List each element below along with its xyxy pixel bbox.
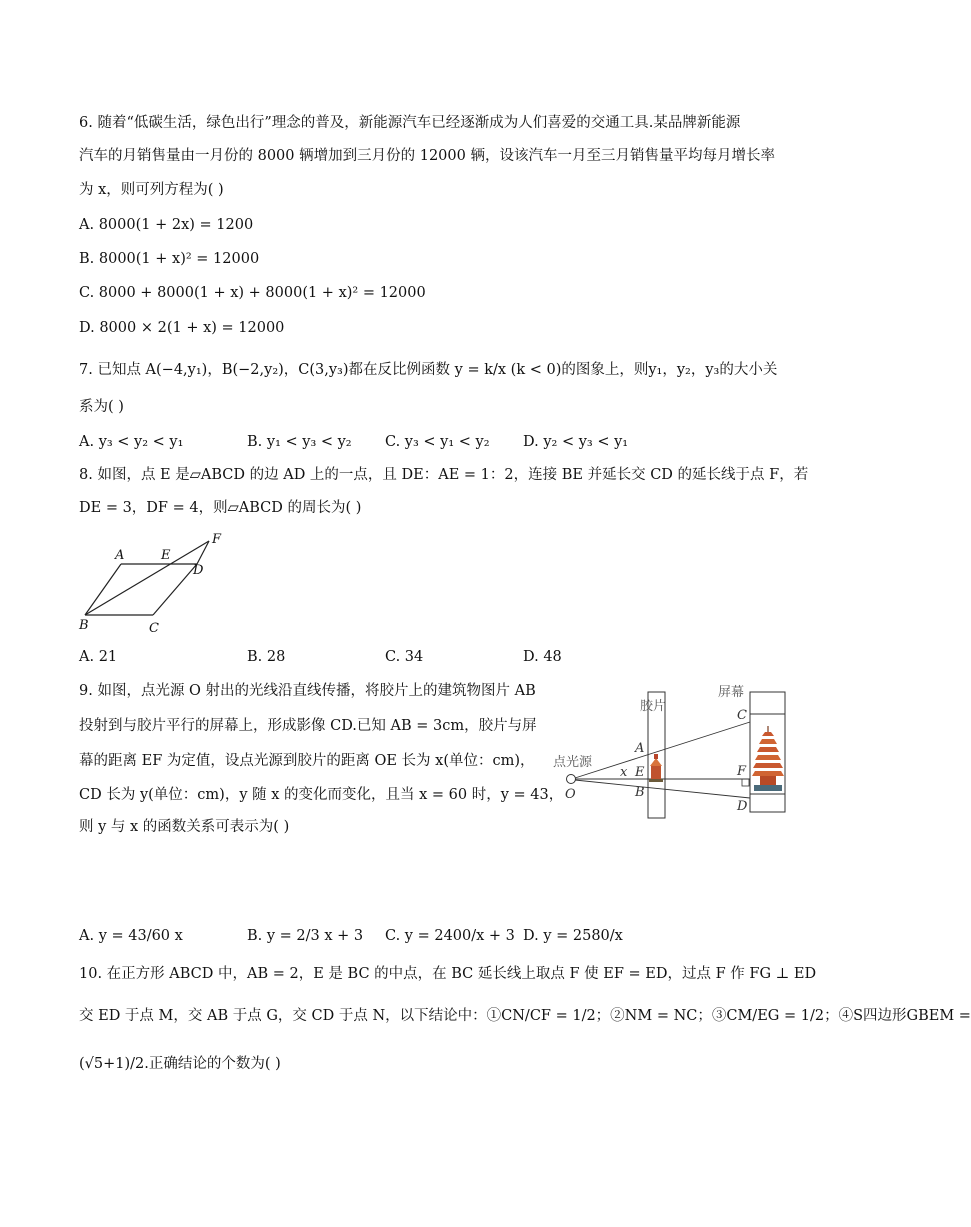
q8-label-e: E bbox=[161, 548, 171, 563]
q9-label-o: O bbox=[565, 787, 576, 802]
q9-option-b: B. y = 2/3 x + 3 bbox=[247, 928, 364, 944]
q10-line-2: 交 ED 于点 M，交 AB 于点 G，交 CD 于点 N，以下结论中：①CN/CF = 1/2；②NM = NC；③CM/EG = 1/2；④S四边形GBEM = bbox=[79, 1008, 971, 1024]
q6-line-1: 6. 随着“低碳生活，绿色出行”理念的普及，新能源汽车已经逐渐成为人们喜爱的交通工具.某品牌新能源 bbox=[79, 115, 741, 131]
q8-option-a: A. 21 bbox=[79, 649, 118, 665]
q9-label-e: E bbox=[635, 765, 645, 780]
q9-line-1: 9. 如图，点光源 O 射出的光线沿直线传播，将胶片上的建筑物图片 AB bbox=[79, 683, 536, 699]
q6-option-a: A. 8000(1 + 2x) = 1200 bbox=[79, 217, 254, 233]
q8-parallelogram-figure bbox=[75, 528, 235, 640]
q8-label-d: D bbox=[193, 563, 204, 578]
q6-option-b: B. 8000(1 + x)² = 12000 bbox=[79, 251, 260, 267]
q7-line-1: 7. 已知点 A(−4,y₁)，B(−2,y₂)，C(3,y₃)都在反比例函数 y = k/x (k < 0)的图象上，则y₁，y₂，y₃的大小关 bbox=[79, 362, 778, 378]
q6-line-3: 为 x，则可列方程为( ) bbox=[79, 182, 224, 198]
q9-label-d: D bbox=[737, 799, 748, 814]
q10-line-3: (√5+1)/2.正确结论的个数为( ) bbox=[79, 1056, 281, 1072]
q9-line-3: 幕的距离 EF 为定值，设点光源到胶片的距离 OE 长为 x(单位：cm)， bbox=[79, 753, 535, 769]
q7-option-d: D. y₂ < y₃ < y₁ bbox=[523, 434, 629, 450]
q7-option-b: B. y₁ < y₃ < y₂ bbox=[247, 434, 352, 450]
q9-label-x: x bbox=[620, 765, 628, 780]
q9-option-d: D. y = 2580/x bbox=[523, 928, 623, 944]
q6-option-d: D. 8000 × 2(1 + x) = 12000 bbox=[79, 320, 285, 336]
q6-option-c: C. 8000 + 8000(1 + x) + 8000(1 + x)² = 12000 bbox=[79, 285, 426, 301]
q9-light-projection-figure bbox=[550, 682, 790, 822]
q9-label-f: F bbox=[737, 764, 747, 779]
q9-film-label: 胶片 bbox=[640, 699, 667, 714]
q8-line-1: 8. 如图，点 E 是▱ABCD 的边 AD 上的一点，且 DE：AE = 1：2，连接 BE 并延长交 CD 的延长线于点 F，若 bbox=[79, 467, 809, 483]
q8-label-b: B bbox=[79, 618, 89, 633]
q7-option-c: C. y₃ < y₁ < y₂ bbox=[385, 434, 490, 450]
q8-label-c: C bbox=[149, 621, 159, 636]
q8-label-f: F bbox=[212, 532, 222, 547]
screen-pagoda-icon bbox=[752, 726, 784, 791]
q8-option-d: D. 48 bbox=[523, 649, 562, 665]
q9-option-a: A. y = 43/60 x bbox=[79, 928, 183, 944]
q9-line-5: 则 y 与 x 的函数关系可表示为( ) bbox=[79, 819, 290, 835]
q8-option-c: C. 34 bbox=[385, 649, 424, 665]
q9-label-c: C bbox=[737, 708, 747, 723]
q9-line-2: 投射到与胶片平行的屏幕上，形成影像 CD.已知 AB = 3cm，胶片与屏 bbox=[79, 718, 537, 734]
q8-line-2: DE = 3，DF = 4，则▱ABCD 的周长为( ) bbox=[79, 500, 362, 516]
q10-line-1: 10. 在正方形 ABCD 中，AB = 2，E 是 BC 的中点，在 BC 延长线上取点 F 使 EF = ED，过点 F 作 FG ⊥ ED bbox=[79, 966, 817, 982]
q9-screen-label: 屏幕 bbox=[718, 685, 745, 700]
q9-line-4: CD 长为 y(单位：cm)，y 随 x 的变化而变化，且当 x = 60 时，y = 43， bbox=[79, 787, 564, 803]
q9-light-source-label: 点光源 bbox=[553, 755, 593, 770]
q7-option-a: A. y₃ < y₂ < y₁ bbox=[79, 434, 184, 450]
q9-label-a: A bbox=[635, 741, 645, 756]
q8-label-a: A bbox=[115, 548, 125, 563]
q7-line-2: 系为( ) bbox=[79, 399, 124, 415]
film-building-icon bbox=[649, 754, 663, 782]
q9-option-c: C. y = 2400/x + 3 bbox=[385, 928, 515, 944]
q8-option-b: B. 28 bbox=[247, 649, 286, 665]
q9-label-b: B bbox=[635, 785, 645, 800]
q6-line-2: 汽车的月销售量由一月份的 8000 辆增加到三月份的 12000 辆，设该汽车一月至三月销售量平均每月增长率 bbox=[79, 148, 775, 164]
